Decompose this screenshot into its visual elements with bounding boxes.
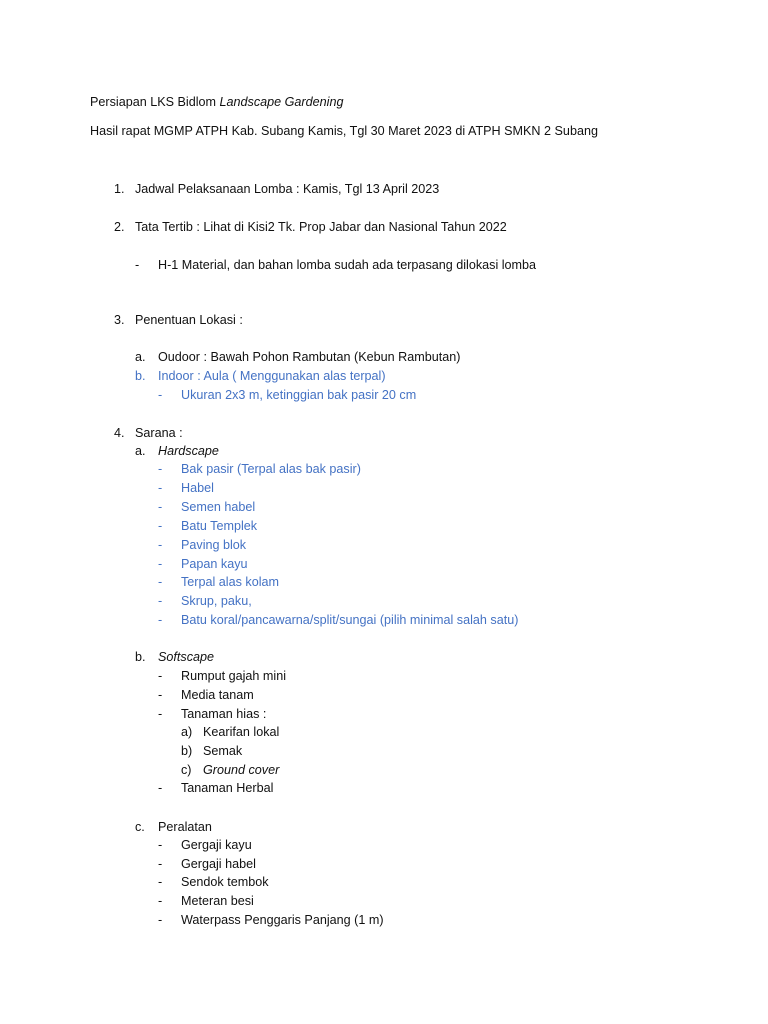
bullet: - bbox=[158, 913, 163, 927]
sub-marker: b. bbox=[135, 650, 146, 664]
list-item: Habel bbox=[181, 481, 214, 495]
list-item: Papan kayu bbox=[181, 557, 248, 571]
hardscape-title: Hardscape bbox=[158, 444, 219, 458]
document-title bbox=[90, 94, 343, 110]
sub-marker: c. bbox=[135, 820, 145, 834]
bullet: - bbox=[158, 781, 163, 795]
bullet: - bbox=[158, 500, 163, 514]
item-lokasi: Penentuan Lokasi : bbox=[135, 313, 243, 327]
sub-marker: b. bbox=[135, 369, 146, 383]
list-item: Tanaman Herbal bbox=[181, 781, 274, 795]
list-item: Sendok tembok bbox=[181, 875, 269, 889]
hias-item: Semak bbox=[203, 744, 243, 758]
bullet: - bbox=[135, 258, 140, 272]
list-item: Rumput gajah mini bbox=[181, 669, 286, 683]
sub-marker: c) bbox=[181, 763, 192, 777]
bullet: - bbox=[158, 838, 163, 852]
list-item: Terpal alas kolam bbox=[181, 575, 279, 589]
peralatan-title: Peralatan bbox=[158, 820, 212, 834]
bullet: - bbox=[158, 875, 163, 889]
softscape-title: Softscape bbox=[158, 650, 215, 664]
item-number: 2. bbox=[114, 220, 125, 234]
hias-item: Kearifan lokal bbox=[203, 725, 280, 739]
item-jadwal: Jadwal Pelaksanaan Lomba : Kamis, Tgl 13 April 2023 bbox=[135, 182, 440, 196]
list-item: Gergaji habel bbox=[181, 857, 256, 871]
list-item: Batu Templek bbox=[181, 519, 258, 533]
list-item: Semen habel bbox=[181, 500, 256, 514]
meeting-line: Hasil rapat MGMP ATPH Kab. Subang Kamis, Tgl 30 Maret 2023 di ATPH SMKN 2 Subang bbox=[90, 124, 598, 138]
lokasi-outdoor: Oudoor : Bawah Pohon Rambutan (Kebun Rambutan) bbox=[158, 350, 461, 364]
list-item: Gergaji kayu bbox=[181, 838, 252, 852]
bullet: - bbox=[158, 613, 163, 627]
lokasi-indoor: Indoor : Aula ( Menggunakan alas terpal) bbox=[158, 369, 386, 383]
item-sarana: Sarana : bbox=[135, 426, 183, 440]
bullet: - bbox=[158, 594, 163, 608]
sub-marker: a. bbox=[135, 444, 146, 458]
bullet: - bbox=[158, 688, 163, 702]
list-item: Waterpass Penggaris Panjang (1 m) bbox=[181, 913, 384, 927]
list-item: Tanaman hias : bbox=[181, 707, 267, 721]
bullet: - bbox=[158, 557, 163, 571]
item-number: 4. bbox=[114, 426, 125, 440]
bullet: - bbox=[158, 481, 163, 495]
item-number: 1. bbox=[114, 182, 125, 196]
title-prefix: Persiapan LKS Bidlom bbox=[90, 95, 217, 109]
title-italic: Landscape Gardening bbox=[219, 95, 344, 109]
bullet: - bbox=[158, 894, 163, 908]
indoor-size: Ukuran 2x3 m, ketinggian bak pasir 20 cm bbox=[181, 388, 417, 402]
list-item: Skrup, paku, bbox=[181, 594, 252, 608]
tatib-note: H-1 Material, dan bahan lomba sudah ada terpasang dilokasi lomba bbox=[158, 258, 537, 272]
bullet: - bbox=[158, 707, 163, 721]
bullet: - bbox=[158, 462, 163, 476]
list-item: Media tanam bbox=[181, 688, 254, 702]
item-number: 3. bbox=[114, 313, 125, 327]
list-item: Meteran besi bbox=[181, 894, 254, 908]
sub-marker: a. bbox=[135, 350, 146, 364]
list-item: Bak pasir (Terpal alas bak pasir) bbox=[181, 462, 361, 476]
bullet: - bbox=[158, 388, 163, 402]
list-item: Paving blok bbox=[181, 538, 247, 552]
bullet: - bbox=[158, 519, 163, 533]
list-item: Batu koral/pancawarna/split/sungai (pilih minimal salah satu) bbox=[181, 613, 519, 627]
bullet: - bbox=[158, 538, 163, 552]
hias-item: Ground cover bbox=[203, 763, 280, 777]
bullet: - bbox=[158, 857, 163, 871]
sub-marker: a) bbox=[181, 725, 193, 739]
sub-marker: b) bbox=[181, 744, 193, 758]
bullet: - bbox=[158, 669, 163, 683]
item-tatib: Tata Tertib : Lihat di Kisi2 Tk. Prop Jabar dan Nasional Tahun 2022 bbox=[135, 220, 507, 234]
bullet: - bbox=[158, 575, 163, 589]
